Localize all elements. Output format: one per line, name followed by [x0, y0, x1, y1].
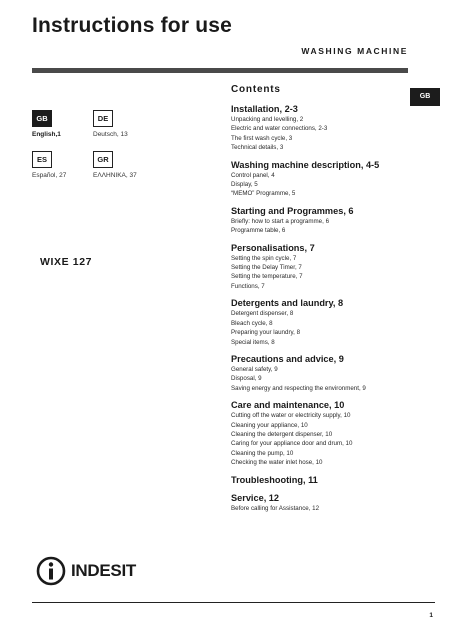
- language-gr[interactable]: [93, 151, 153, 179]
- section-item: Display, 5: [231, 181, 258, 189]
- language-label-gb: English,1: [32, 131, 61, 138]
- contents-title: Contents: [231, 84, 281, 95]
- section-item: Preparing your laundry, 8: [231, 329, 301, 337]
- section-item: Disposal, 9: [231, 375, 262, 383]
- language-es[interactable]: [32, 151, 92, 179]
- section-item: Programme table, 6: [231, 227, 286, 235]
- section-item: Briefly: how to start a programme, 6: [231, 217, 330, 225]
- brand-logo: [36, 556, 136, 586]
- contents-section: [231, 103, 421, 153]
- section-item: Electric and water connections, 2-3: [231, 125, 328, 133]
- section-heading: Troubleshooting, 11: [231, 474, 318, 485]
- section-item: Setting the temperature, 7: [231, 273, 303, 281]
- language-side-tab: GB: [410, 88, 440, 106]
- section-item: Cutting off the water or electricity supply, 10: [231, 412, 351, 420]
- brand-name: INDESIT: [71, 561, 136, 580]
- section-item: General safety, 9: [231, 365, 278, 373]
- language-label-es: Español, 27: [32, 172, 67, 179]
- contents-section: [231, 297, 421, 347]
- section-item: Checking the water inlet hose, 10: [231, 459, 323, 467]
- section-item: Detergent dispenser, 8: [231, 310, 294, 318]
- section-item: Setting the Delay Timer, 7: [231, 264, 302, 272]
- section-item: Caring for your appliance door and drum, 10: [231, 440, 353, 448]
- document-subtitle: WASHING MACHINE: [301, 46, 408, 56]
- section-item: Technical details, 3: [231, 144, 284, 152]
- document-title: Instructions for use: [32, 14, 233, 37]
- section-heading: Care and maintenance, 10: [231, 400, 345, 411]
- language-code-de: DE: [93, 110, 113, 127]
- language-gb[interactable]: [32, 110, 92, 138]
- language-code-es: ES: [32, 151, 52, 168]
- section-item: Saving energy and respecting the environment, 9: [231, 384, 366, 392]
- contents-section: [231, 242, 421, 292]
- language-code-gr: GR: [93, 151, 113, 168]
- section-item: Before calling for Assistance, 12: [231, 504, 320, 512]
- language-code-gb: GB: [32, 110, 52, 127]
- section-heading: Installation, 2-3: [231, 104, 298, 114]
- contents-section: [231, 399, 421, 467]
- section-item: Cleaning the detergent dispenser, 10: [231, 430, 333, 438]
- section-heading: Precautions and advice, 9: [231, 353, 344, 364]
- section-item: Bleach cycle, 8: [231, 319, 273, 327]
- language-label-de: Deutsch, 13: [93, 131, 128, 138]
- section-heading: Personalisations, 7: [231, 242, 315, 253]
- section-heading: Detergents and laundry, 8: [231, 298, 344, 309]
- contents-section: [231, 492, 421, 513]
- section-item: Cleaning your appliance, 10: [231, 421, 308, 429]
- section-heading: Starting and Programmes, 6: [231, 205, 354, 216]
- section-item: Setting the spin cycle, 7: [231, 254, 297, 262]
- footer-rule: [32, 602, 435, 603]
- language-label-gr: ΕΛΛΗΝΙΚΑ, 37: [93, 172, 137, 179]
- contents-section: [231, 353, 421, 393]
- header-rule: [32, 68, 408, 73]
- page-number: 1: [429, 612, 433, 619]
- section-item: Functions, 7: [231, 282, 265, 290]
- language-de[interactable]: [93, 110, 153, 138]
- contents-section: [231, 474, 421, 486]
- indesit-i-logo-icon: [36, 556, 66, 586]
- section-item: Special items, 8: [231, 338, 275, 346]
- section-item: Unpacking and levelling, 2: [231, 116, 304, 123]
- section-item: The first wash cycle, 3: [231, 134, 293, 142]
- table-of-contents: [231, 84, 421, 519]
- section-item: Control panel, 4: [231, 171, 275, 179]
- section-item: “MEMO” Programme, 5: [231, 190, 296, 198]
- section-heading: Service, 12: [231, 492, 280, 503]
- contents-section: [231, 205, 421, 236]
- contents-section: [231, 159, 421, 199]
- model-number: WIXE 127: [40, 256, 93, 268]
- section-heading: Washing machine description, 4-5: [231, 159, 380, 170]
- section-item: Cleaning the pump, 10: [231, 449, 294, 457]
